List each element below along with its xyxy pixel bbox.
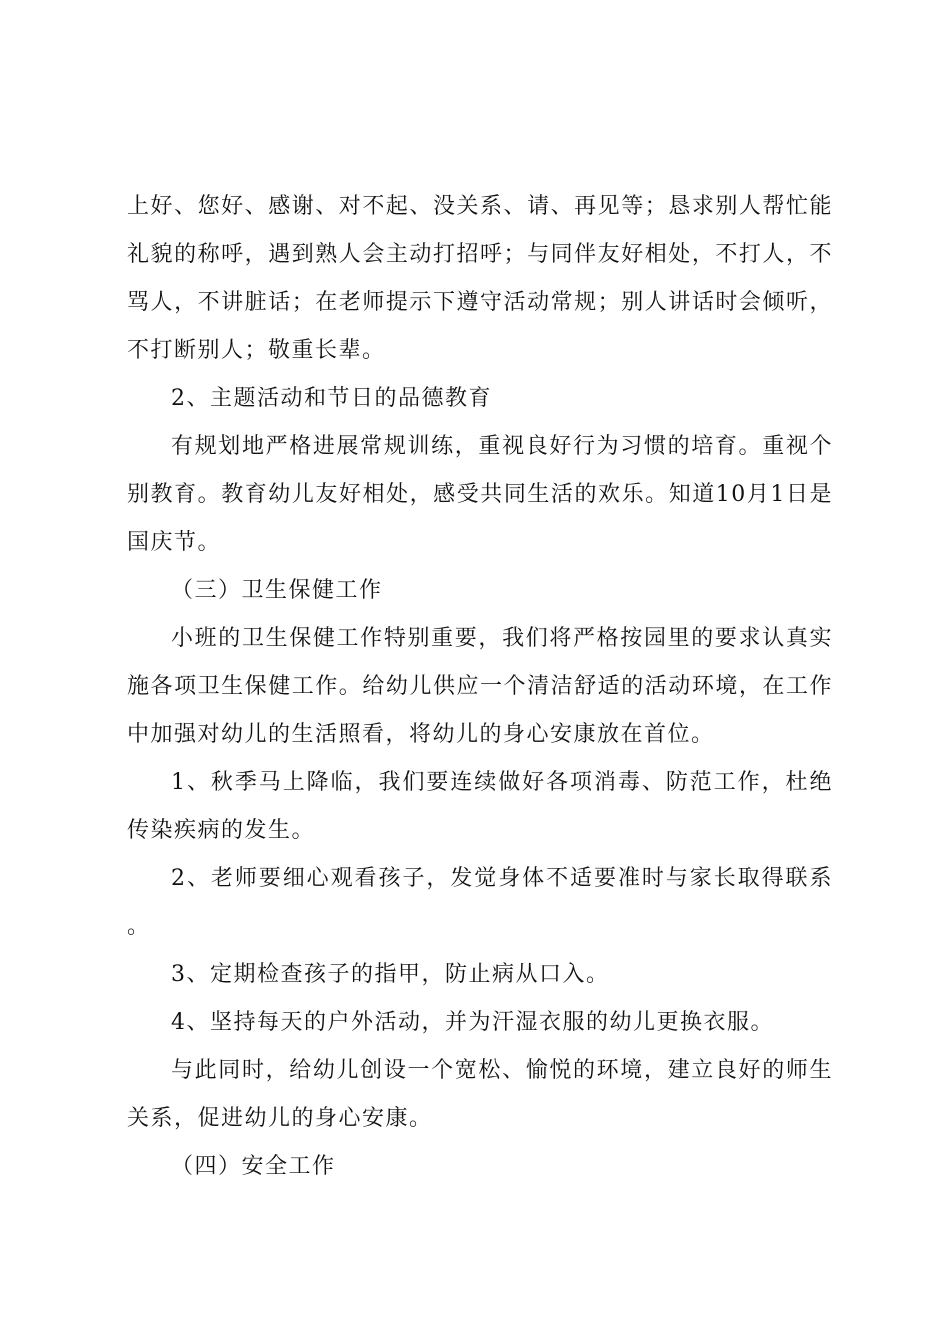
heading-moral-education: 2、主题活动和节日的品德教育: [171, 386, 492, 411]
paragraph-courtesy-words: 上好、您好、感谢、对不起、没关系、请、再见等；恳求别人帮忙能礼貌的称呼，遇到熟人会主动打招呼；与同伴友好相处，不打人，不骂人，不讲脏话；在老师提示下遵守活动常规；别人讲话时会倾听，不打断别人；敬重长辈。: [127, 194, 833, 363]
document-body: [127, 183, 833, 1191]
heading-health-care: （三）卫生保健工作: [171, 578, 383, 603]
list-item-disinfection: 1、秋季马上降临，我们要连续做好各项消毒、防范工作，杜绝传染疾病的发生。: [127, 770, 833, 843]
heading-safety-work: （四）安全工作: [171, 1154, 336, 1179]
list-item-observe-children: 2、老师要细心观看孩子，发觉身体不适要准时与家长取得联系。: [127, 866, 833, 939]
paragraph-relaxed-environment: 与此同时，给幼儿创设一个宽松、愉悦的环境，建立良好的师生关系，促进幼儿的身心安康。: [127, 1058, 833, 1131]
paragraph-routine-training: 有规划地严格进展常规训练，重视良好行为习惯的培育。重视个别教育。教育幼儿友好相处，感受共同生活的欢乐。知道10月1日是国庆节。: [127, 434, 833, 555]
list-item-check-nails: 3、定期检查孩子的指甲，防止病从口入。: [171, 962, 610, 987]
list-item-outdoor-activity: 4、坚持每天的户外活动，并为汗湿衣服的幼儿更换衣服。: [171, 1010, 774, 1035]
paragraph-health-care-intro: 小班的卫生保健工作特别重要，我们将严格按园里的要求认真实施各项卫生保健工作。给幼儿供应一个清洁舒适的活动环境，在工作中加强对幼儿的生活照看，将幼儿的身心安康放在首位。: [127, 626, 833, 747]
